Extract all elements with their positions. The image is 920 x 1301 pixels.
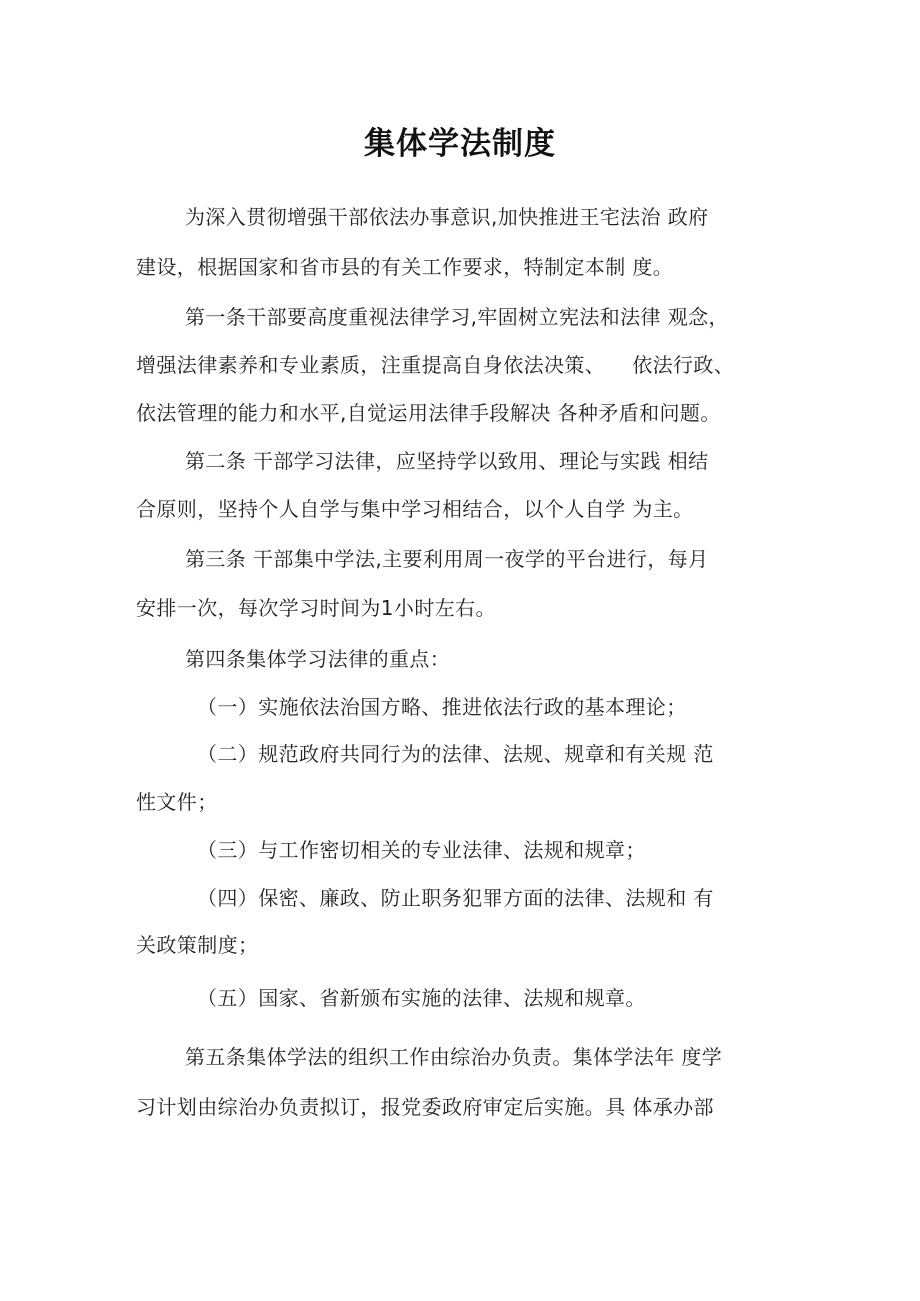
body-line: 第二条 干部学习法律，应坚持学以致用、理论与实践 相结: [185, 449, 709, 473]
body-line: 建设，根据国家和省市县的有关工作要求，特制定本制 度。: [136, 255, 674, 279]
body-line: 关政策制度；: [136, 933, 259, 957]
body-line: 为深入贯彻增强干部依法办事意识,加快推进王宅法治 政府: [185, 205, 709, 229]
body-line: 习计划由综治办负责拟订，报党委政府审定后实施。具 体承办部: [136, 1095, 714, 1119]
body-line: 第三条 干部集中学法,主要利用周一夜学的平台进行，每月: [185, 547, 709, 571]
body-line: （四）保密、廉政、防止职务犯罪方面的法律、法规和 有: [197, 886, 714, 910]
body-line: 安排一次，每次学习时间为1小时左右。: [136, 596, 496, 620]
body-line: （三）与工作密切相关的专业法律、法规和规章；: [197, 838, 646, 862]
body-line: 性文件；: [136, 790, 218, 814]
body-line: 依法管理的能力和水平,自觉运用法律手段解决 各种矛盾和问题。: [136, 401, 721, 425]
body-line: （五）国家、省新颁布实施的法律、法规和规章。: [197, 986, 646, 1010]
document-title: 集体学法制度: [364, 126, 556, 162]
body-line: 第五条集体学法的组织工作由综治办负责。集体学法年 度学: [185, 1045, 723, 1069]
body-line: 第四条集体学习法律的重点：: [185, 647, 451, 671]
body-line: 第一条干部要高度重视法律学习,牢固树立宪法和法律 观念，: [185, 305, 729, 329]
body-line: 增强法律素养和专业素质，注重提高自身依法决策、 依法行政、: [136, 353, 735, 377]
body-line: 合原则，坚持个人自学与集中学习相结合，以个人自学 为主。: [136, 497, 694, 521]
body-line: （二）规范政府共同行为的法律、法规、规章和有关规 范: [197, 742, 714, 766]
body-line: （一）实施依法治国方略、推进依法行政的基本理论；: [197, 695, 687, 719]
